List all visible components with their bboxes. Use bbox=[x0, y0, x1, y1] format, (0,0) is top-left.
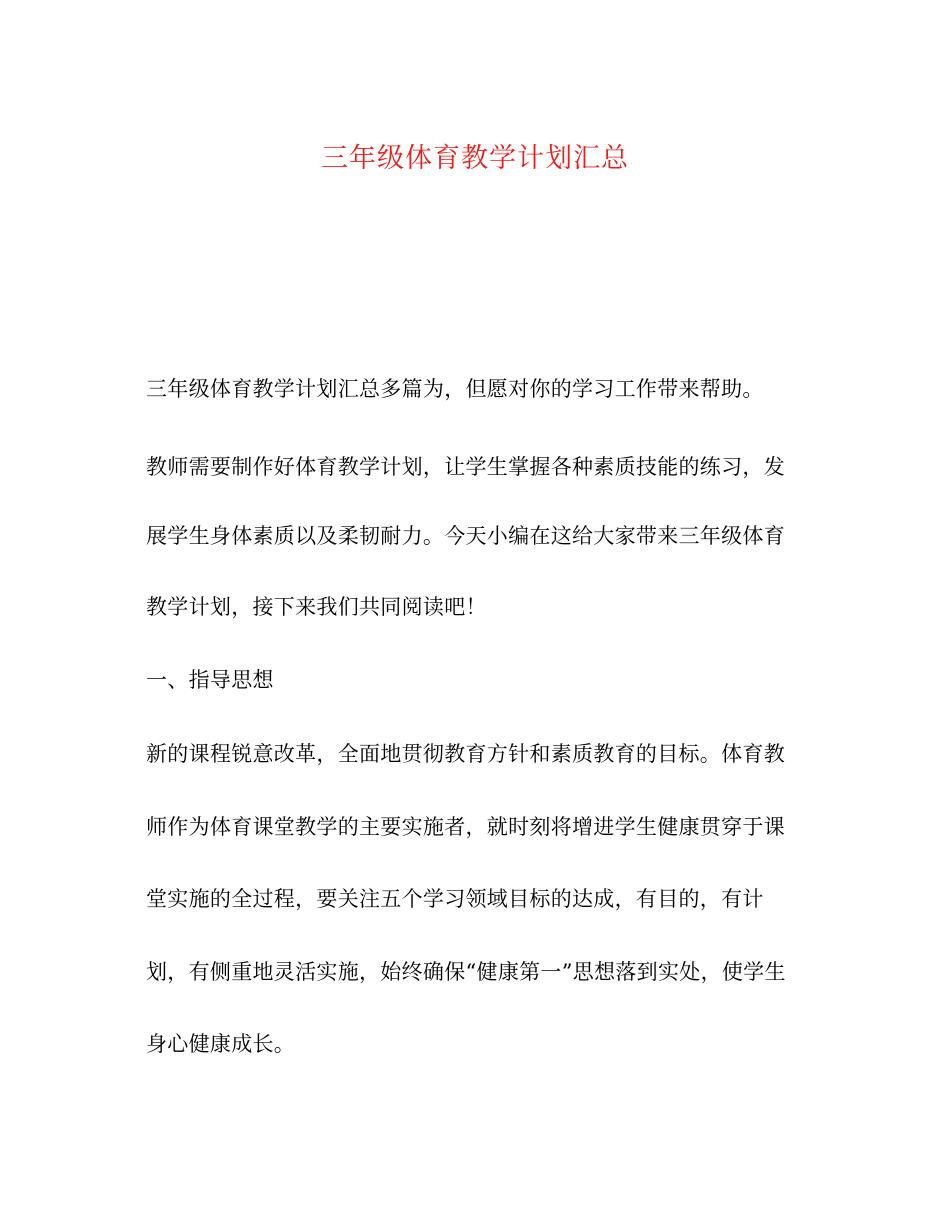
document-title: 三年级体育教学计划汇总 bbox=[321, 143, 629, 174]
intro-line-1: 三年级体育教学计划汇总多篇为，但愿对你的学习工作带来帮助。 bbox=[146, 377, 764, 401]
intro-line-4: 教学计划，接下来我们共同阅读吧！ bbox=[146, 595, 487, 619]
body-line-5: 身心健康成长。 bbox=[146, 1032, 296, 1056]
body-line-2: 师作为体育课堂教学的主要实施者，就时刻将增进学生健康贯穿于课 bbox=[146, 815, 785, 839]
intro-line-2: 教师需要制作好体育教学计划，让学生掌握各种素质技能的练习，发 bbox=[146, 455, 785, 479]
body-line-4: 划，有侧重地灵活实施，始终确保“健康第一”思想落到实处，使学生 bbox=[146, 960, 786, 984]
body-line-3: 堂实施的全过程，要关注五个学习领域目标的达成，有目的，有计 bbox=[146, 887, 764, 911]
intro-line-3: 展学生身体素质以及柔韧耐力。今天小编在这给大家带来三年级体育 bbox=[146, 524, 785, 548]
section-heading-guiding-thought: 一、指导思想 bbox=[146, 668, 274, 692]
body-line-1: 新的课程锐意改革，全面地贯彻教育方针和素质教育的目标。体育教 bbox=[146, 742, 785, 766]
